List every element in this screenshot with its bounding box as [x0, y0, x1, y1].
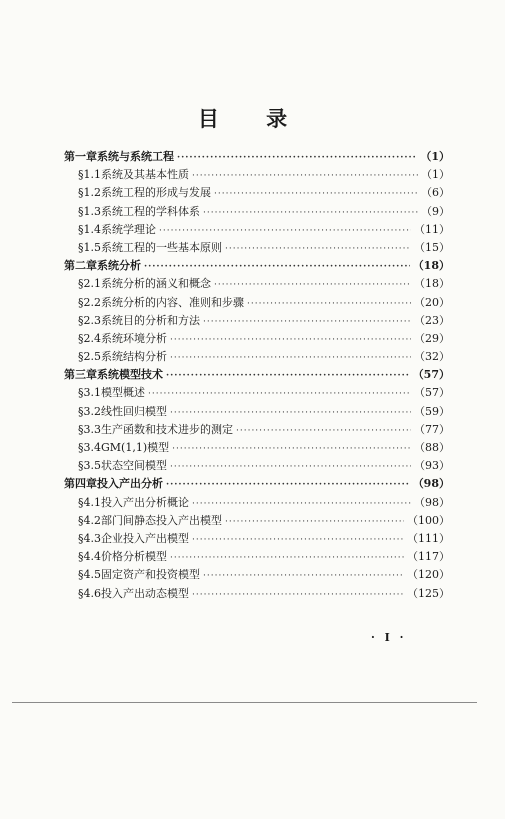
toc-chapter-row: [64, 257, 450, 275]
toc-section-row: [64, 221, 450, 239]
toc-entry-title: 系统与系统工程: [97, 150, 174, 163]
toc-entry-title: 系统及其基本性质: [101, 168, 189, 182]
toc-page-number: （111）: [407, 531, 450, 545]
toc-entry-title: 系统分析的内容、准则和步骤: [101, 295, 244, 309]
toc-dot-leader: [225, 517, 404, 527]
toc-chapter-row: [64, 148, 450, 166]
toc-section-row: [64, 166, 450, 184]
toc-page-number: （57）: [414, 386, 450, 400]
toc-entry-number: §4.2: [78, 513, 101, 527]
toc-entry-title: 系统模型技术: [97, 368, 163, 382]
toc-entry-title: 价格分析模型: [101, 550, 167, 564]
toc-entry-title: 投入产出动态模型: [101, 586, 189, 600]
toc-page-number: （9）: [421, 204, 450, 218]
toc-section-row: [64, 530, 450, 548]
toc-entry-title: 投入产出分析概论: [101, 495, 189, 509]
toc-entry-title: 企业投入产出模型: [101, 531, 189, 545]
toc-entry-number: §3.5: [78, 459, 101, 473]
toc-section-row: [64, 439, 450, 457]
toc-page-number: （117）: [407, 550, 450, 564]
toc-section-row: [64, 330, 450, 348]
toc-entry-number: 第三章: [64, 368, 97, 382]
toc-chapter-row: [64, 366, 450, 384]
toc-entry-title: 系统学理论: [101, 222, 156, 236]
toc-entry-number: §1.4: [78, 222, 101, 236]
toc-section-row: [64, 403, 450, 421]
toc-section-row: [64, 275, 450, 293]
toc-dot-leader: [214, 280, 411, 290]
toc-dot-leader: [170, 353, 411, 363]
toc-entry-title: 线性回归模型: [101, 404, 167, 418]
toc-section-row: [64, 184, 450, 202]
toc-entry-number: §1.5: [78, 240, 101, 254]
toc-entry-number: 第一章: [64, 150, 97, 163]
toc-entry-number: §1.1: [78, 168, 101, 182]
toc-entry-title: 投入产出分析: [97, 477, 163, 491]
toc-dot-leader: [177, 153, 417, 163]
toc-entry-title: 模型概述: [101, 386, 146, 400]
toc-page-number: （93）: [414, 459, 450, 473]
toc-page-number: （120）: [407, 568, 450, 582]
toc-section-row: [64, 457, 450, 475]
toc-dot-leader: [170, 335, 411, 345]
toc-entry-number: §3.2: [78, 404, 101, 418]
toc-dot-leader: [166, 371, 410, 381]
toc-dot-leader: [192, 535, 404, 545]
toc-section-row: [64, 203, 450, 221]
toc-dot-leader: [170, 462, 411, 472]
toc-page-number: （20）: [414, 295, 450, 309]
toc-page-number: （98）: [412, 477, 450, 491]
toc-entry-number: §4.3: [78, 531, 101, 545]
toc-entry-number: §2.4: [78, 331, 101, 345]
toc-page-number: （18）: [414, 277, 450, 291]
toc-page-number: （15）: [414, 240, 450, 254]
toc-entry-number: §1.3: [78, 204, 101, 218]
toc-entry-title: 生产函数和技术进步的测定: [101, 422, 233, 436]
toc-dot-leader: [192, 590, 404, 600]
toc-page-number: （125）: [407, 586, 450, 600]
toc-dot-leader: [247, 299, 411, 309]
toc-entry-number: §4.1: [78, 495, 101, 509]
toc-entry-title: 状态空间模型: [101, 459, 167, 473]
toc-dot-leader: [203, 208, 418, 218]
toc-entry-number: 第四章: [64, 477, 97, 491]
toc-page-number: （23）: [414, 313, 450, 327]
toc-dot-leader: [236, 426, 411, 436]
toc-section-row: [64, 548, 450, 566]
toc-dot-leader: [166, 480, 410, 490]
table-of-contents: [64, 148, 450, 603]
page-title: 目 录: [197, 107, 308, 131]
toc-entry-title: GM(1,1)模型: [101, 441, 170, 454]
toc-page-number: （100）: [407, 513, 450, 527]
toc-entry-number: §3.1: [78, 386, 101, 400]
toc-page-number: （98）: [414, 495, 450, 509]
toc-entry-title: 部门间静态投入产出模型: [101, 513, 222, 527]
toc-dot-leader: [214, 189, 418, 199]
toc-entry-number: §3.3: [78, 422, 101, 436]
toc-page-number: （57）: [412, 368, 450, 382]
toc-section-row: [64, 566, 450, 584]
toc-dot-leader: [203, 317, 411, 327]
toc-page-number: （77）: [414, 422, 450, 436]
toc-entry-number: §4.4: [78, 550, 101, 564]
toc-dot-leader: [170, 408, 411, 418]
toc-chapter-row: [64, 475, 450, 493]
toc-dot-leader: [172, 444, 411, 454]
toc-page-number: （1）: [421, 168, 450, 182]
toc-entry-number: §2.5: [78, 350, 101, 364]
toc-dot-leader: [192, 499, 411, 509]
toc-entry-number: §1.2: [78, 186, 101, 200]
toc-page-number: （29）: [414, 331, 450, 345]
toc-entry-title: 固定资产和投资模型: [101, 568, 200, 582]
toc-section-row: [64, 239, 450, 257]
toc-section-row: [64, 421, 450, 439]
toc-section-row: [64, 585, 450, 603]
toc-entry-title: 系统分析的涵义和概念: [101, 277, 211, 291]
toc-page-number: （1）: [420, 150, 450, 163]
toc-entry-title: 系统工程的学科体系: [101, 204, 200, 218]
bottom-rule: [12, 702, 477, 703]
toc-entry-title: 系统结构分析: [101, 350, 167, 364]
toc-dot-leader: [225, 244, 411, 254]
toc-dot-leader: [159, 226, 411, 236]
toc-page-number: （88）: [414, 441, 450, 454]
toc-section-row: [64, 494, 450, 512]
toc-section-row: [64, 384, 450, 402]
toc-entry-number: §4.5: [78, 568, 101, 582]
toc-entry-number: §2.3: [78, 313, 101, 327]
toc-page-number: （6）: [421, 186, 450, 200]
toc-dot-leader: [192, 171, 418, 181]
toc-section-row: [64, 294, 450, 312]
toc-page-number: （59）: [414, 404, 450, 418]
toc-dot-leader: [144, 262, 410, 272]
toc-entry-number: §4.6: [78, 586, 101, 600]
toc-page-number: （18）: [412, 259, 450, 273]
toc-entry-title: 系统工程的一些基本原则: [101, 240, 222, 254]
toc-entry-title: 系统工程的形成与发展: [101, 186, 211, 200]
toc-entry-number: §3.4: [78, 441, 101, 454]
toc-section-row: [64, 312, 450, 330]
toc-entry-title: 系统分析: [97, 259, 141, 273]
toc-entry-number: 第二章: [64, 259, 97, 273]
toc-entry-title: 系统环境分析: [101, 331, 167, 345]
page-footer-number: · I ·: [371, 631, 407, 644]
toc-section-row: [64, 348, 450, 366]
toc-dot-leader: [170, 553, 404, 563]
toc-section-row: [64, 512, 450, 530]
toc-dot-leader: [203, 571, 404, 581]
toc-dot-leader: [148, 389, 411, 399]
toc-page-number: （11）: [414, 222, 450, 236]
toc-entry-number: §2.1: [78, 277, 101, 291]
toc-page-number: （32）: [414, 350, 450, 364]
toc-entry-title: 系统目的分析和方法: [101, 313, 200, 327]
toc-entry-number: §2.2: [78, 295, 101, 309]
